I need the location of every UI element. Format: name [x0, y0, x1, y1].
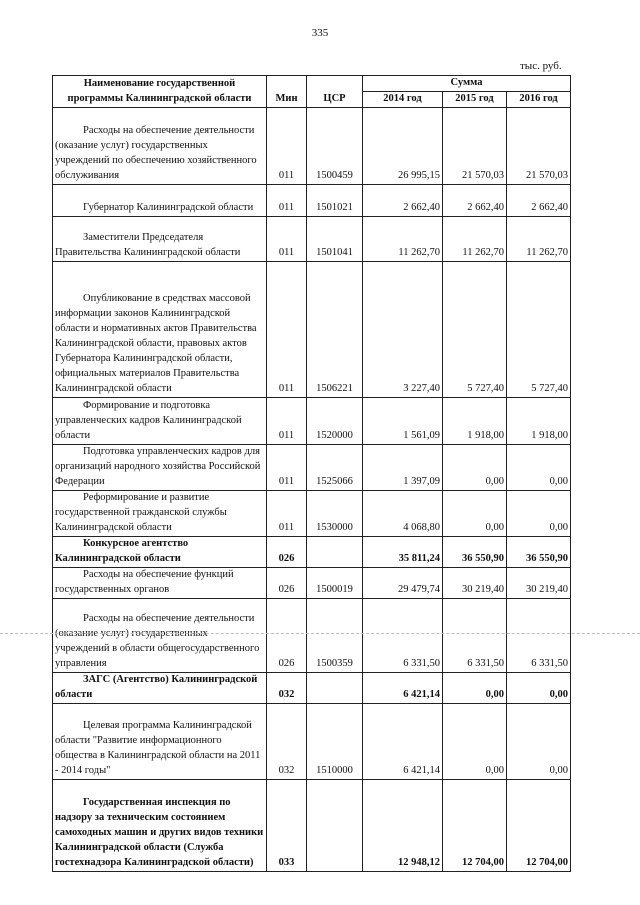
row-min: 033: [267, 779, 307, 871]
table-row: [53, 397, 571, 444]
row-2016: 11 262,70: [507, 216, 571, 261]
row-2014: 4 068,80: [363, 490, 443, 536]
table-row: [53, 672, 571, 703]
row-min: 011: [267, 107, 307, 184]
row-2014: 26 995,15: [363, 107, 443, 184]
row-min: 011: [267, 216, 307, 261]
row-min: 032: [267, 672, 307, 703]
table-row: [53, 490, 571, 536]
row-name: Формирование и подготовка управленческих кадров Калининградской области: [53, 397, 267, 444]
row-name: Заместители Председателя Правительства Калининградской области: [53, 216, 267, 261]
row-csr: [307, 536, 363, 567]
row-2014: 3 227,40: [363, 261, 443, 397]
scan-fold-line: [0, 633, 640, 634]
row-2015: 11 262,70: [443, 216, 507, 261]
row-csr: 1520000: [307, 397, 363, 444]
row-2015: 6 331,50: [443, 598, 507, 672]
row-2016: 0,00: [507, 703, 571, 779]
row-2015: 1 918,00: [443, 397, 507, 444]
budget-table: [52, 75, 571, 872]
table-row: [53, 598, 571, 672]
units-label: тыс. руб.: [520, 60, 562, 72]
row-2016: 6 331,50: [507, 598, 571, 672]
table-row: [53, 779, 571, 871]
row-2014: 6 331,50: [363, 598, 443, 672]
row-2014: 35 811,24: [363, 536, 443, 567]
row-2014: 11 262,70: [363, 216, 443, 261]
row-2015: 0,00: [443, 672, 507, 703]
row-2016: 1 918,00: [507, 397, 571, 444]
row-csr: [307, 672, 363, 703]
header-2016: 2016 год: [507, 91, 571, 107]
row-name: Целевая программа Калининградской области "Развитие информационного общества в Калининградской области на 2011 - 2014 годы": [53, 703, 267, 779]
row-2015: 21 570,03: [443, 107, 507, 184]
row-name: Расходы на обеспечение функций государственных органов: [53, 567, 267, 598]
row-csr: [307, 779, 363, 871]
row-2014: 29 479,74: [363, 567, 443, 598]
row-min: 011: [267, 397, 307, 444]
row-2016: 0,00: [507, 672, 571, 703]
row-name: Подготовка управленческих кадров для организаций народного хозяйства Российской Федерации: [53, 444, 267, 490]
row-name: Государственная инспекция по надзору за техническим состоянием самоходных машин и других видов техники Калининградской области (Служба гостехнадзора Калининградской области): [53, 779, 267, 871]
row-2014: 1 561,09: [363, 397, 443, 444]
header-csr: ЦСР: [307, 76, 363, 108]
row-min: 011: [267, 184, 307, 216]
row-2015: 0,00: [443, 490, 507, 536]
table-row: [53, 184, 571, 216]
row-name: Расходы на обеспечение деятельности (оказание услуг) государственных учреждений по обеспечению хозяйственного обслуживания: [53, 107, 267, 184]
row-min: 026: [267, 536, 307, 567]
row-2016: 36 550,90: [507, 536, 571, 567]
row-2015: 2 662,40: [443, 184, 507, 216]
row-min: 011: [267, 490, 307, 536]
row-2014: 1 397,09: [363, 444, 443, 490]
row-2014: 6 421,14: [363, 703, 443, 779]
row-name: ЗАГС (Агентство) Калининградской области: [53, 672, 267, 703]
row-2015: 12 704,00: [443, 779, 507, 871]
table-row: [53, 536, 571, 567]
row-2016: 0,00: [507, 444, 571, 490]
header-2014: 2014 год: [363, 91, 443, 107]
page-number: 335: [311, 27, 329, 39]
row-min: 011: [267, 261, 307, 397]
row-2016: 21 570,03: [507, 107, 571, 184]
row-csr: 1501021: [307, 184, 363, 216]
row-name: Реформирование и развитие государственной гражданской службы Калининградской области: [53, 490, 267, 536]
row-2015: 5 727,40: [443, 261, 507, 397]
row-csr: 1500019: [307, 567, 363, 598]
table-row: [53, 703, 571, 779]
row-min: 026: [267, 567, 307, 598]
row-csr: 1510000: [307, 703, 363, 779]
header-name: Наименование государственной программы Калининградской области: [53, 76, 267, 108]
row-2015: 36 550,90: [443, 536, 507, 567]
row-2016: 30 219,40: [507, 567, 571, 598]
row-csr: 1500359: [307, 598, 363, 672]
table-row: [53, 261, 571, 397]
row-2015: 0,00: [443, 703, 507, 779]
table-row: [53, 107, 571, 184]
row-2016: 5 727,40: [507, 261, 571, 397]
row-name: Губернатор Калининградской области: [53, 184, 267, 216]
row-csr: 1506221: [307, 261, 363, 397]
row-csr: 1525066: [307, 444, 363, 490]
row-csr: 1500459: [307, 107, 363, 184]
row-2014: 6 421,14: [363, 672, 443, 703]
row-2016: 2 662,40: [507, 184, 571, 216]
row-2014: 12 948,12: [363, 779, 443, 871]
header-2015: 2015 год: [443, 91, 507, 107]
row-name: Опубликование в средствах массовой информации законов Калининградской области и нормативных актов Правительства Калининградской области, правовых актов Губернатора Калининградской области, официальных материалов Правительства Калининградской области: [53, 261, 267, 397]
row-csr: 1530000: [307, 490, 363, 536]
row-min: 026: [267, 598, 307, 672]
header-sum: Сумма: [363, 76, 571, 92]
table-row: [53, 216, 571, 261]
row-min: 011: [267, 444, 307, 490]
row-name: Расходы на обеспечение деятельности (оказание услуг) государственных учреждений в области общегосударственного управления: [53, 598, 267, 672]
row-2014: 2 662,40: [363, 184, 443, 216]
table-row: [53, 567, 571, 598]
row-2016: 12 704,00: [507, 779, 571, 871]
row-name: Конкурсное агентство Калининградской области: [53, 536, 267, 567]
row-min: 032: [267, 703, 307, 779]
row-2016: 0,00: [507, 490, 571, 536]
header-min: Мин: [267, 76, 307, 108]
row-csr: 1501041: [307, 216, 363, 261]
row-2015: 30 219,40: [443, 567, 507, 598]
table-row: [53, 444, 571, 490]
row-2015: 0,00: [443, 444, 507, 490]
